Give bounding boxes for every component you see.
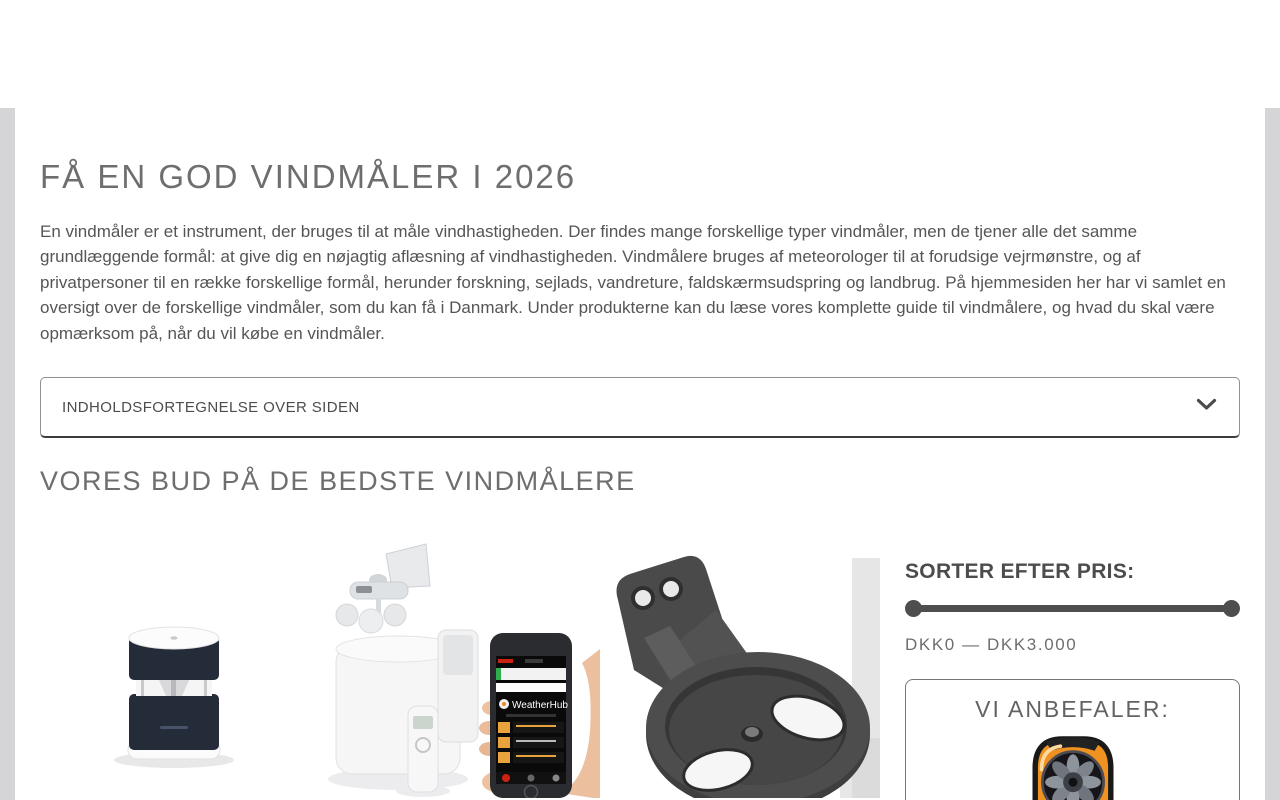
filter-sidebar — [905, 538, 1240, 800]
phone-app-label: WeatherHub — [512, 700, 568, 712]
price-range-label: DKK0 — DKK3.000 — [905, 635, 1078, 655]
recommended-product-card — [905, 679, 1240, 800]
intro-paragraph: En vindmåler er et instrument, der bruges til at måle vindhastigheden. Der findes mange forskellige typer vindmåler, men de tjener alle det samme grundlæggende formål: at give dig en nøjagtig aflæsning af vindhastigheden. Vindmålere bruges af meteorologer til at forudsige vejrmønstre, og af privatpersoner til en række forskellige formål, herunder forskning, sejlads, vandreture, faldskærmsudspring og landbrug. På hjemmesiden her har vi samlet en oversigt over de forskellige vindmåler, som du kan få i Danmark. Under produkterne kan du læse vores komplette guide til vindmålere, og hvad du skal være opmærksom på, når du vil købe en vindmåler. — [40, 221, 1226, 343]
slider-handle-min[interactable] — [905, 600, 922, 617]
product-image-weather-station-set[interactable] — [320, 538, 600, 798]
price-range-slider[interactable] — [905, 600, 1240, 617]
toc-dropdown[interactable] — [40, 377, 1240, 438]
products-row — [40, 538, 1240, 800]
price-filter-heading: SORTER EFTER PRIS: — [905, 560, 1135, 584]
products-section-heading: VORES BUD PÅ DE BEDSTE VINDMÅLERE — [40, 466, 636, 497]
product-image-wind-gauge[interactable] — [40, 538, 320, 798]
recommend-heading: VI ANBEFALER: — [975, 696, 1170, 723]
recommended-product-image[interactable] — [1019, 730, 1127, 800]
slider-handle-max[interactable] — [1223, 600, 1240, 617]
content-card — [15, 108, 1265, 800]
toc-dropdown-label: INDHOLDSFORTEGNELSE OVER SIDEN — [62, 398, 360, 416]
slider-track[interactable] — [906, 605, 1239, 612]
chevron-down-icon — [1196, 398, 1217, 416]
product-image-mounting-bracket[interactable] — [600, 538, 880, 798]
site-header — [0, 0, 1280, 108]
page-title: FÅ EN GOD VINDMÅLER I 2026 — [40, 158, 577, 195]
